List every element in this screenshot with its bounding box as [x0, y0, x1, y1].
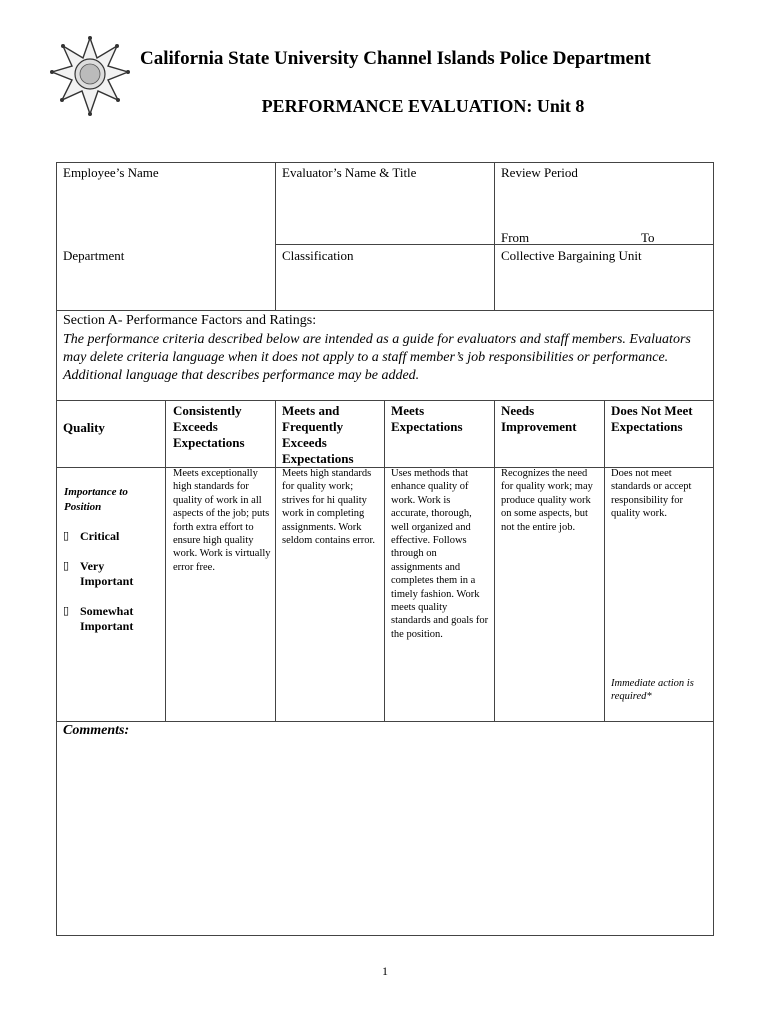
divider — [165, 400, 166, 721]
criteria-text: Meets high standards for quality work; strives for hi quality work in completing assignments. Work seldom contains error. — [282, 468, 376, 547]
document-subtitle: PERFORMANCE EVALUATION: Unit 8 — [261, 96, 585, 116]
column-header: Meets and Frequently Exceeds Expectations — [282, 403, 354, 466]
importance-option-critical[interactable] — [63, 529, 120, 544]
criteria-cell — [173, 467, 271, 574]
divider — [56, 400, 714, 401]
criteria-cell — [611, 467, 709, 521]
evaluation-form-frame — [56, 162, 714, 936]
divider — [494, 400, 495, 721]
column-header: Needs Improvement — [501, 403, 577, 434]
criteria-text: Does not meet standards or accept responsibility for quality work. — [611, 468, 692, 520]
criteria-text: Uses methods that enhance quality of work. Work is accurate, thorough, well organized and effective. Follows through on assignments and completes them in a timely fashion. Work meets quality standards and goals for the position. — [391, 468, 489, 640]
divider — [56, 721, 714, 722]
classification-label: Classification — [282, 248, 354, 263]
importance-option-somewhat-important[interactable] — [63, 604, 150, 634]
bargaining-unit-label: Collective Bargaining Unit — [501, 248, 642, 263]
criteria-cell — [282, 467, 380, 547]
to-label: To — [641, 230, 655, 245]
factor-quality-label: Quality — [63, 420, 105, 435]
importance-option-label: Somewhat Important — [80, 604, 134, 633]
immediate-action-note: Immediate action is required* — [611, 678, 694, 703]
review-period-label: Review Period — [501, 165, 578, 180]
checkbox-icon[interactable]: ▯ — [63, 605, 70, 617]
divider — [494, 162, 495, 310]
column-header: Consistently Exceeds Expectations — [173, 403, 245, 450]
section-a-description: The performance criteria described below are intended as a guide for evaluators and staff members. Evaluators may delete criteria language when it does not apply to a staff member’s job responsibilities or performance. Additional language that describes performance may be added. — [63, 332, 691, 383]
importance-option-label: Very Important — [80, 559, 134, 588]
column-header: Does Not Meet Expectations — [611, 403, 693, 434]
checkbox-icon[interactable]: ▯ — [63, 530, 70, 542]
divider — [604, 400, 605, 721]
evaluator-name-label: Evaluator’s Name & Title — [282, 165, 417, 180]
criteria-text: Recognizes the need for quality work; may produce quality work on some aspects, but not the entire job. — [501, 468, 593, 533]
from-label: From — [501, 230, 530, 245]
divider — [275, 400, 276, 721]
section-a-heading: Section A- Performance Factors and Ratings: — [63, 313, 317, 328]
criteria-cell — [391, 467, 489, 641]
importance-label: Importance to Position — [64, 486, 128, 513]
department-label: Department — [63, 248, 125, 263]
criteria-cell — [501, 467, 599, 534]
column-header: Meets Expectations — [391, 403, 463, 434]
divider — [275, 162, 276, 310]
page-number: 1 — [382, 964, 388, 978]
employee-name-label: Employee’s Name — [63, 165, 159, 180]
divider — [56, 310, 714, 311]
document-title: California State University Channel Islands Police Department — [140, 48, 651, 69]
criteria-text: Meets exceptionally high standards for quality of work in all aspects of the job; puts forth extra effort to ensure high quality work. Work is virtually error free. — [173, 468, 271, 573]
checkbox-icon[interactable]: ▯ — [63, 560, 70, 572]
importance-option-label: Critical — [80, 529, 120, 543]
divider — [384, 400, 385, 721]
comments-label: Comments: — [63, 723, 130, 738]
importance-option-very-important[interactable] — [63, 559, 150, 589]
